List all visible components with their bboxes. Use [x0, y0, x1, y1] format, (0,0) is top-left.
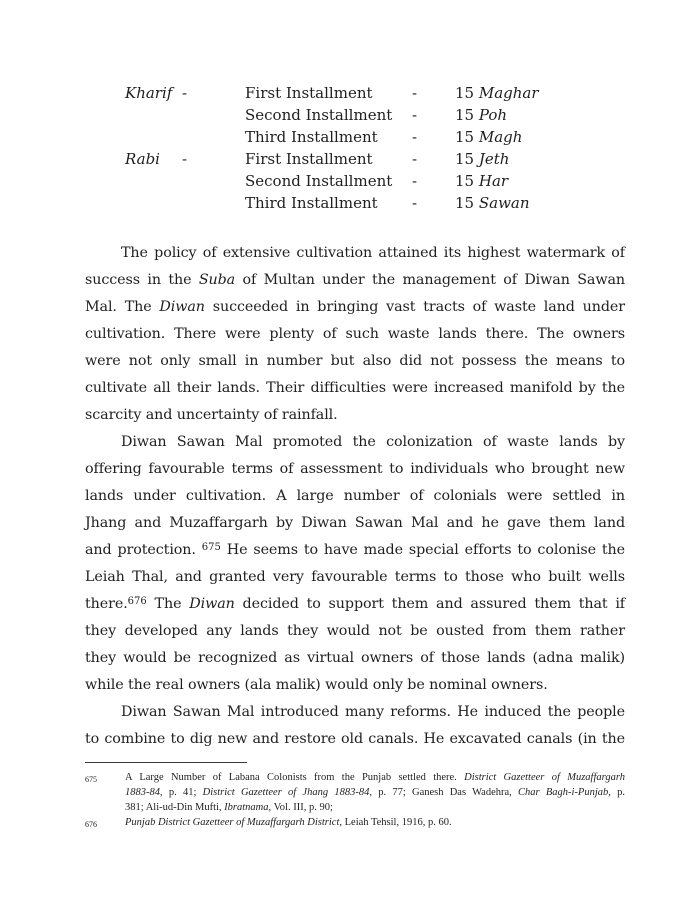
- body-line: [85, 510, 625, 537]
- body-text: [85, 240, 625, 753]
- season-cell: [125, 104, 245, 126]
- text-run: cultivation. There were plenty of such waste lands there. The owners: [85, 326, 625, 342]
- footnote-line: [125, 770, 625, 785]
- italic-term: District Gazetteer of Muzaffargarh: [464, 772, 625, 783]
- month-name: Magh: [478, 128, 523, 146]
- italic-term: Diwan: [189, 596, 235, 612]
- month-name: Sawan: [478, 194, 530, 212]
- text-run: to combine to dig new and restore old canals. He excavated canals (in the: [85, 731, 625, 747]
- body-line: [85, 564, 625, 591]
- text-run: lands under cultivation. A large number of colonials were settled in: [85, 488, 625, 504]
- text-run: offering favourable terms of assessment to individuals who brought new: [85, 461, 625, 477]
- text-run: of Multan under the management of Diwan Sawan: [235, 272, 625, 288]
- italic-term: Ibratnama,: [224, 802, 272, 813]
- month-name: Poh: [478, 106, 508, 124]
- month-name: Har: [478, 172, 509, 190]
- footnote-line: [125, 815, 625, 830]
- season-dash: -: [182, 84, 188, 102]
- body-line: [85, 402, 625, 429]
- italic-term: District Gazetteer of Jhang 1883-84: [202, 787, 370, 798]
- body-line: [85, 348, 625, 375]
- text-run: Diwan Sawan Mal introduced many reforms. He induced the people: [121, 704, 625, 720]
- text-run: they developed any lands they would not be ousted from them rather: [85, 623, 625, 639]
- season-cell: [125, 126, 245, 148]
- text-run: Diwan Sawan Mal promoted the colonization of waste lands by: [121, 434, 625, 450]
- body-line: [85, 375, 625, 402]
- installment-label: Third Installment: [245, 194, 378, 212]
- text-run: Mal. The: [85, 299, 160, 315]
- footnote: [85, 815, 625, 832]
- due-date: 15 Magh: [455, 128, 523, 146]
- separator-dash: -: [412, 172, 418, 190]
- month-name: Jeth: [478, 150, 510, 168]
- installments-table: [125, 82, 625, 214]
- body-line: [85, 618, 625, 645]
- italic-term: Char Bagh-i-Punjab,: [518, 787, 611, 798]
- table-row: [125, 126, 625, 148]
- season-cell: [125, 148, 245, 170]
- italic-term: Punjab District Gazetteer of Muzaffargarh District: [125, 817, 340, 828]
- text-run: , p. 41;: [160, 787, 203, 798]
- text-run: Vol. III, p. 90;: [271, 802, 333, 813]
- season-label: Rabi: [125, 150, 160, 168]
- italic-term: Diwan: [159, 299, 205, 315]
- due-date: 15 Jeth: [455, 150, 510, 168]
- paragraph: [85, 240, 625, 429]
- text-run: success in the: [85, 272, 199, 288]
- text-run: while the real owners (ala malik) would only be nominal owners.: [85, 677, 548, 693]
- footnote-marker: 676: [127, 595, 147, 607]
- separator-dash: -: [412, 106, 418, 124]
- footnote-number: 676: [85, 820, 97, 829]
- text-run: The policy of extensive cultivation attained its highest watermark of: [121, 245, 625, 261]
- text-run: there.: [85, 596, 128, 612]
- footnote-line: [125, 800, 625, 815]
- separator-dash: -: [412, 128, 418, 146]
- footnote-text: [125, 815, 625, 832]
- text-run: A Large Number of Labana Colonists from the Punjab settled there.: [125, 772, 465, 783]
- body-line: [85, 429, 625, 456]
- installment-label: Second Installment: [245, 172, 393, 190]
- body-line: [85, 726, 625, 753]
- installment-label: Second Installment: [245, 106, 393, 124]
- table-row: [125, 104, 625, 126]
- body-line: [85, 672, 625, 699]
- text-run: decided to support them and assured them that if: [234, 596, 625, 612]
- text-run: p.: [610, 787, 626, 798]
- body-line: [85, 537, 625, 564]
- text-run: cultivate all their lands. Their difficulties were increased manifold by the: [85, 380, 625, 396]
- season-label: Kharif: [125, 84, 173, 102]
- month-name: Maghar: [478, 84, 539, 102]
- text-run: were not only small in number but also did not possess the means to: [85, 353, 625, 369]
- text-run: scarcity and uncertainty of rainfall.: [85, 407, 338, 423]
- body-line: [85, 591, 625, 618]
- text-run: 381; Ali-ud-Din Mufti,: [125, 802, 225, 813]
- text-run: , Leiah Tehsil, 1916, p. 60.: [339, 817, 452, 828]
- season-cell: [125, 82, 245, 104]
- due-date: 15 Poh: [455, 106, 508, 124]
- due-date: 15 Sawan: [455, 194, 530, 212]
- table-row: [125, 170, 625, 192]
- table-row: [125, 192, 625, 214]
- body-line: [85, 321, 625, 348]
- footnote: [85, 770, 625, 815]
- installment-label: First Installment: [245, 150, 373, 168]
- text-run: and protection.: [85, 542, 202, 558]
- text-run: He seems to have made special efforts to colonise the: [220, 542, 626, 558]
- body-line: [85, 267, 625, 294]
- text-run: , p. 77; Ganesh Das Wadehra,: [369, 787, 519, 798]
- body-line: [85, 456, 625, 483]
- footnote-marker: 675: [201, 541, 221, 553]
- paragraph: [85, 699, 625, 753]
- installment-label: First Installment: [245, 84, 373, 102]
- footnotes: [85, 770, 625, 832]
- body-line: [85, 483, 625, 510]
- italic-term: Suba: [198, 272, 236, 288]
- text-run: Jhang and Muzaffargarh by Diwan Sawan Mal and he gave them land: [85, 515, 625, 531]
- footnote-line: [125, 785, 625, 800]
- table-row: [125, 148, 625, 170]
- due-date: 15 Har: [455, 172, 509, 190]
- text-run: Leiah Thal, and granted very favourable terms to those who built wells: [85, 569, 625, 585]
- season-dash: -: [182, 150, 188, 168]
- footnote-separator: [85, 762, 247, 763]
- body-line: [85, 699, 625, 726]
- table-row: [125, 82, 625, 104]
- text-run: The: [146, 596, 190, 612]
- installment-label: Third Installment: [245, 128, 378, 146]
- body-line: [85, 294, 625, 321]
- separator-dash: -: [412, 194, 418, 212]
- footnote-text: [125, 770, 625, 815]
- season-cell: [125, 192, 245, 214]
- paragraph: [85, 429, 625, 699]
- separator-dash: -: [412, 84, 418, 102]
- text-run: they would be recognized as virtual owners of those lands (adna malik): [85, 650, 625, 666]
- body-line: [85, 240, 625, 267]
- due-date: 15 Maghar: [455, 84, 539, 102]
- body-line: [85, 645, 625, 672]
- footnote-number: 675: [85, 775, 97, 784]
- separator-dash: -: [412, 150, 418, 168]
- italic-term: 1883-84: [125, 787, 160, 798]
- text-run: succeeded in bringing vast tracts of waste land under: [204, 299, 625, 315]
- season-cell: [125, 170, 245, 192]
